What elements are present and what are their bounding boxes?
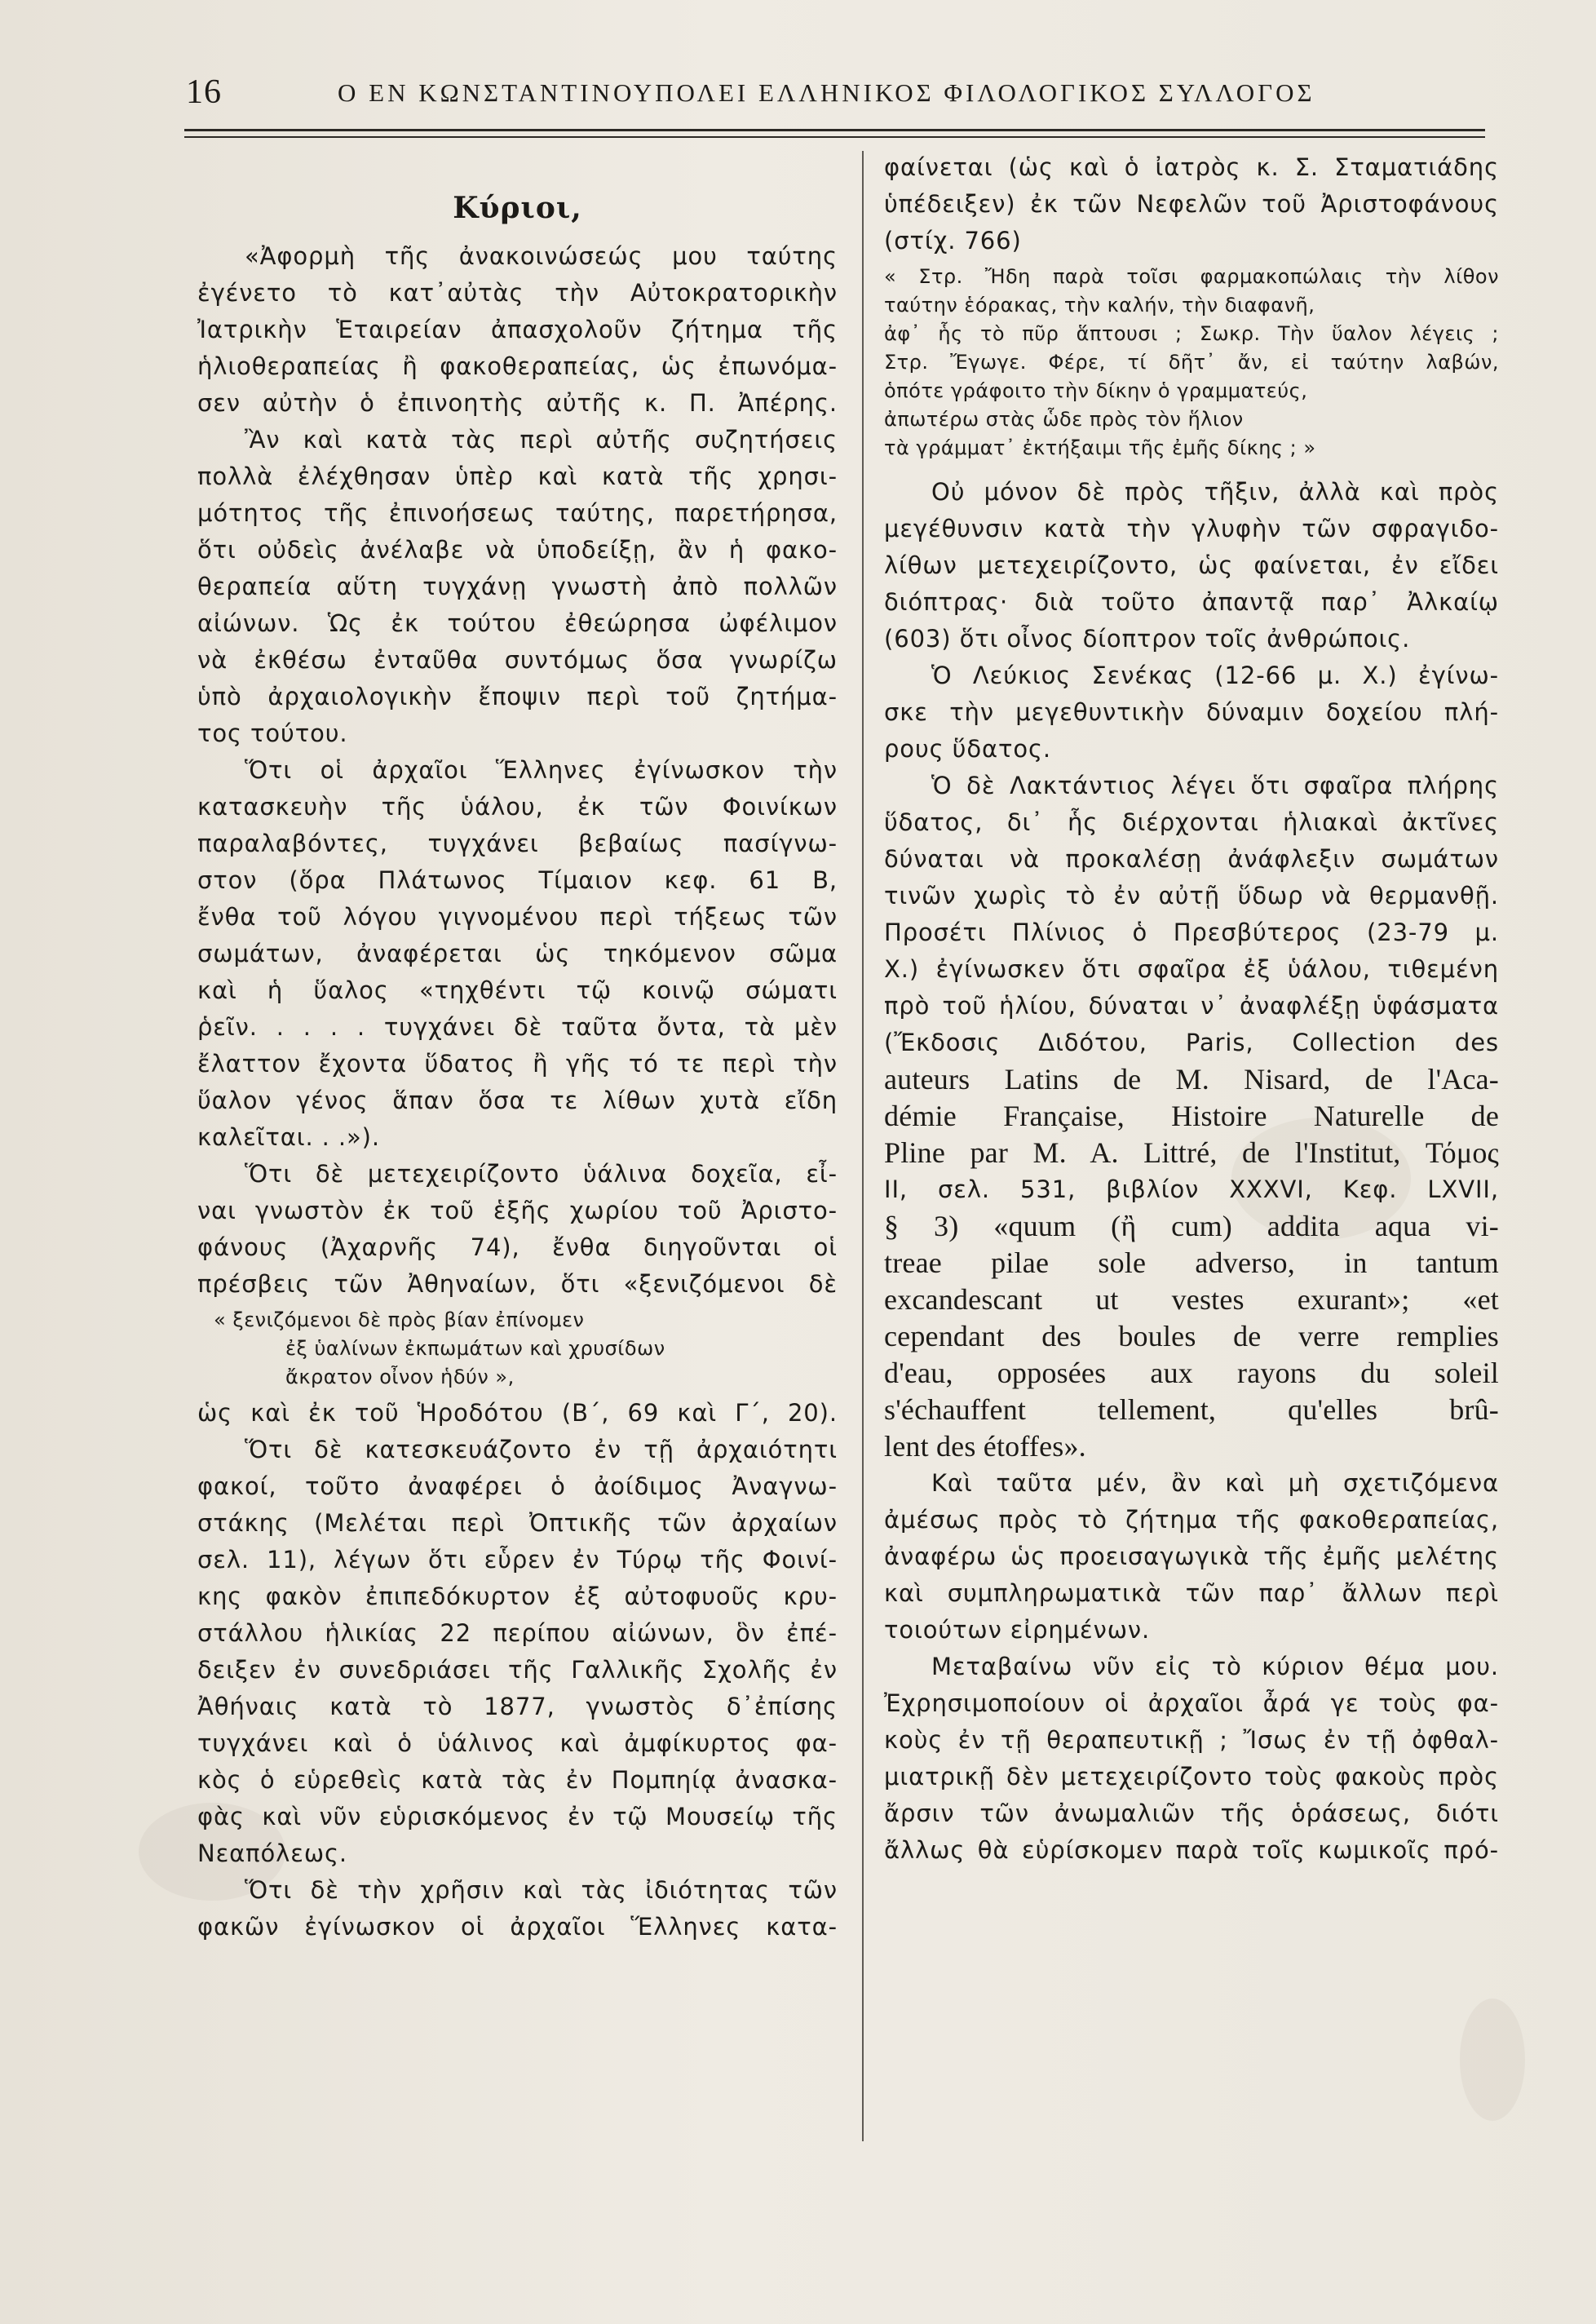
intro-paragraph bbox=[197, 238, 838, 752]
text-line: τοιούτων εἰρημένων. bbox=[884, 1616, 1151, 1644]
text-line: Ἰατρικὴν Ἑταιρείαν ἀπασχολοῦν ζήτημα τῆς bbox=[197, 316, 838, 343]
text-line: σκε τὴν μεγεθυντικὴν δύναμιν δοχείου πλή- bbox=[884, 698, 1499, 726]
quote-line: τὰ γράμματ᾽ ἐκτήξαιμι τῆς ἐμῆς δίκης ; » bbox=[884, 436, 1316, 459]
text-line: κὸς ὁ εὑρεθεὶς κατὰ τὰς ἐν Πομπηίᾳ ἀνασκα- bbox=[197, 1766, 838, 1794]
text-line: d'eau, opposées aux rayons du soleil bbox=[884, 1357, 1499, 1389]
text-line: ἔνθα τοῦ λόγου γιγνομένου περὶ τήξεως τῶν bbox=[197, 903, 838, 931]
text-line: φακῶν ἐγίνωσκον οἱ ἀρχαῖοι Ἕλληνες κατα- bbox=[197, 1913, 838, 1941]
text-line: Ἐχρησιμοποίουν οἱ ἀρχαῖοι ἆρά γε τοὺς φα- bbox=[884, 1689, 1499, 1717]
text-line: ἄρσιν τῶν ἀνωμαλιῶν τῆς ὁράσεως, διότι bbox=[884, 1799, 1499, 1827]
text-line: τυγχάνει καὶ ὁ ὑάλινος καὶ ἀμφίκυρτος φα- bbox=[197, 1729, 838, 1757]
acharnians-quote bbox=[197, 1306, 838, 1392]
closing-paragraph bbox=[197, 1872, 838, 1946]
text-line: φὰς καὶ νῦν εὑρισκόμενος ἐν τῷ Μουσείῳ τῆς bbox=[197, 1803, 838, 1830]
text-line: σελ. 11), λέγων ὅτι εὗρεν ἐν Τύρῳ τῆς Φοινί- bbox=[197, 1546, 838, 1574]
text-line: Ὁ δὲ Λακτάντιος λέγει ὅτι σφαῖρα πλήρης bbox=[931, 772, 1499, 799]
magnification-paragraph bbox=[884, 474, 1499, 657]
text-line: κοὺς ἐν τῇ θεραπευτικῇ ; Ἴσως ἐν τῇ ὀφθαλ- bbox=[884, 1726, 1499, 1754]
text-line: Μεταβαίνω νῦν εἰς τὸ κύριον θέμα μου. bbox=[931, 1653, 1499, 1680]
glass-paragraph bbox=[197, 752, 838, 1156]
quote-line: « ξενιζόμενοι δὲ πρὸς βίαν ἐπίνομεν bbox=[214, 1308, 585, 1331]
text-line: Προσέτι Πλίνιος ὁ Πρεσβύτερος (23-79 μ. bbox=[884, 919, 1499, 946]
text-line: excandescant ut vestes exurant»; «et bbox=[884, 1283, 1499, 1316]
text-line: πολλὰ ἐλέχθησαν ὑπὲρ καὶ κατὰ τῆς χρησι- bbox=[197, 463, 838, 490]
text-line: στάλλου ἡλικίας 22 περίπου αἰώνων, ὃν ἐπέ- bbox=[197, 1619, 838, 1647]
quote-line: ἄκρατον οἶνον ἡδύν », bbox=[285, 1366, 515, 1388]
text-line: ἐγένετο τὸ κατ᾽αὐτὰς τὴν Αὐτοκρατορικὴν bbox=[197, 279, 838, 307]
text-line: φάνους (Ἀχαρνῆς 74), ἔνθα διηγοῦνται οἱ bbox=[197, 1233, 838, 1261]
header-rule bbox=[184, 136, 1485, 138]
text-line: Ὅτι δὲ τὴν χρῆσιν καὶ τὰς ἰδιότητας τῶν bbox=[245, 1876, 838, 1904]
left-text-column bbox=[197, 175, 838, 1946]
text-line: «Ἀφορμὴ τῆς ἀνακοινώσεώς μου ταύτης bbox=[245, 242, 838, 270]
text-line: (στίχ. 766) bbox=[884, 227, 1022, 255]
page-number: 16 bbox=[186, 73, 222, 111]
text-line: τος τούτου. bbox=[197, 719, 348, 747]
text-line: Οὐ μόνον δὲ πρὸς τῆξιν, ἀλλὰ καὶ πρὸς bbox=[931, 478, 1499, 506]
text-line: παραλαβόντες, τυγχάνει βεβαίως πασίγνω- bbox=[197, 830, 838, 857]
text-line: Ὅτι δὲ μετεχειρίζοντο ὑάλινα δοχεῖα, εἶ- bbox=[245, 1160, 838, 1188]
text-line: θεραπεία αὕτη τυγχάνῃ γνωστὴ ἀπὸ πολλῶν bbox=[197, 573, 838, 600]
text-line: ὡς καὶ ἐκ τοῦ Ἡροδότου (Β΄, 69 καὶ Γ΄, 20). bbox=[197, 1399, 838, 1427]
text-line: § 3) «quum (ἢ cum) addita aqua vi- bbox=[884, 1210, 1499, 1242]
text-line: πρέσβεις τῶν Ἀθηναίων, ὅτι «ξενιζόμενοι δὲ bbox=[197, 1270, 838, 1298]
right-text-column bbox=[884, 149, 1499, 1869]
text-line: ἄλλως θὰ εὑρίσκομεν παρὰ τοῖς κωμικοῖς πρό- bbox=[884, 1836, 1499, 1864]
text-line: ρους ὕδατος. bbox=[884, 735, 1052, 763]
text-line: μιατρικῇ δὲν μετεχειρίζοντο τοὺς φακοὺς πρὸς bbox=[884, 1763, 1499, 1791]
text-line: Καὶ ταῦτα μέν, ἂν καὶ μὴ σχετιζόμενα bbox=[931, 1469, 1499, 1497]
text-line: cependant des boules de verre remplies bbox=[884, 1320, 1499, 1352]
text-line: Ἀθήναις κατὰ τὸ 1877, γνωστὸς δ᾽ἐπίσης bbox=[197, 1693, 838, 1720]
text-line: lent des étoffes». bbox=[884, 1430, 1086, 1463]
text-line: αἰώνων. Ὡς ἐκ τούτου ἐθεώρησα ὠφέλιμον bbox=[197, 609, 838, 637]
conclusion-paragraph bbox=[884, 1465, 1499, 1649]
paragraph-gap bbox=[884, 466, 1499, 474]
quote-line: « Στρ. Ἤδη παρὰ τοῖσι φαρμακοπώλαις τὴν λίθον bbox=[884, 265, 1499, 288]
quote-line: Στρ. Ἔγωγε. Φέρε, τί δῆτ᾽ ἄν, εἰ ταύτην λαβών, bbox=[884, 351, 1499, 374]
header-rule bbox=[184, 129, 1485, 131]
text-line: σεν αὐτὴν ὁ ἐπινοητὴς αὐτῆς κ. Π. Ἀπέρης. bbox=[197, 389, 838, 417]
text-line: μότητος τῆς ἐπινοήσεως ταύτης, παρετήρησα, bbox=[197, 499, 838, 527]
text-line: ἀμέσως πρὸς τὸ ζήτημα τῆς φακοθεραπείας, bbox=[884, 1506, 1499, 1534]
quote-line: ἐξ ὑαλίνων ἐκπωμάτων καὶ χρυσίδων bbox=[285, 1337, 665, 1360]
seneca-paragraph bbox=[884, 657, 1499, 768]
text-line: λίθων μετεχειρίζοντο, ὡς φαίνεται, ἐν εἴδει bbox=[884, 551, 1499, 579]
text-line: στάκης (Μελέται περὶ Ὀπτικῆς τῶν ἀρχαίων bbox=[197, 1509, 838, 1537]
text-line: treae pilae sole adverso, in tantum bbox=[884, 1246, 1499, 1279]
text-line: φαίνεται (ὡς καὶ ὁ ἰατρὸς κ. Σ. Σταματιάδης bbox=[884, 153, 1499, 181]
transition-paragraph bbox=[884, 1649, 1499, 1869]
text-line: δειξεν ἐν συνεδριάσει τῆς Γαλλικῆς Σχολῆς ἐν bbox=[197, 1656, 838, 1684]
text-line: καλεῖται. . .»). bbox=[197, 1123, 381, 1151]
text-line: ὅτι οὐδεὶς ἀνέλαβε νὰ ὑποδείξῃ, ἂν ἡ φακο- bbox=[197, 536, 838, 564]
text-line: κης φακὸν ἐπιπεδόκυρτον ἐξ αὐτοφυοῦς κρυ- bbox=[197, 1583, 838, 1610]
text-line: ὑπὸ ἀρχαιολογικὴν ἔποψιν περὶ τοῦ ζητήμα- bbox=[197, 683, 838, 710]
paper-stain bbox=[1460, 1999, 1525, 2121]
text-line: démie Française, Histoire Naturelle de bbox=[884, 1100, 1499, 1132]
text-line: Νεαπόλεως. bbox=[197, 1839, 348, 1867]
text-line: σωμάτων, ἀναφέρεται ὡς τηκόμενον σῶμα bbox=[197, 940, 838, 967]
text-line: (Ἔκδοσις Διδότου, Paris, Collection des bbox=[884, 1029, 1499, 1056]
quote-line: ὁπότε γράφοιτο τὴν δίκην ὁ γραμματεύς, bbox=[884, 379, 1308, 402]
text-line: καὶ ἡ ὕαλος «τηχθέντι τῷ κοινῷ σώματι bbox=[197, 976, 838, 1004]
text-line: (603) ὅτι οἶνος δίοπτρον τοῖς ἀνθρώποις. bbox=[884, 625, 1411, 653]
text-line: κατασκευὴν τῆς ὑάλου, ἐκ τῶν Φοινίκων bbox=[197, 793, 838, 821]
journal-running-title: Ο ΕΝ ΚΩΝΣΤΑΝΤΙΝΟΥΠΟΛΕΙ ΕΛΛΗΝΙΚΟΣ ΦΙΛΟΛΟΓΙΚΟΣ ΣΥΛΛΟΓΟΣ bbox=[338, 78, 1315, 107]
text-line: Ὅτι οἱ ἀρχαῖοι Ἕλληνες ἐγίνωσκον τὴν bbox=[245, 756, 838, 784]
lactantius-pliny-paragraph bbox=[884, 768, 1499, 1465]
text-line: Χ.) ἐγίνωσκεν ὅτι σφαῖρα ἐξ ὑάλου, τιθεμένη bbox=[884, 955, 1499, 983]
text-line: διόπτρας· διὰ τοῦτο ἀπαντᾷ παρ᾽ Ἀλκαίῳ bbox=[884, 588, 1499, 616]
text-line: ΙΙ, σελ. 531, βιβλίον XXXVI, Κεφ. LXVII, bbox=[884, 1175, 1499, 1203]
text-line: τινῶν χωρὶς τὸ ἐν αὐτῇ ὕδωρ νὰ θερμανθῇ. bbox=[884, 882, 1499, 910]
text-line: δύναται νὰ προκαλέσῃ ἀνάφλεξιν σωμάτων bbox=[884, 845, 1499, 873]
text-line: auteurs Latins de M. Nisard, de l'Aca- bbox=[884, 1063, 1499, 1096]
text-line: στον (ὅρα Πλάτωνος Τίμαιον κεφ. 61 Β, bbox=[197, 866, 838, 894]
quote-line: ἀπωτέρω στὰς ὧδε πρὸς τὸν ἥλιον bbox=[884, 408, 1244, 431]
column-divider bbox=[862, 151, 864, 2141]
quote-line: ταύτην ἑόρακας, τὴν καλήν, τὴν διαφανῆ, bbox=[884, 294, 1315, 317]
clouds-intro-paragraph bbox=[884, 149, 1499, 259]
text-line: ὑπέδειξεν) ἐκ τῶν Νεφελῶν τοῦ Ἀριστοφάνους bbox=[884, 190, 1499, 218]
text-line: ναι γνωστὸν ἐκ τοῦ ἑξῆς χωρίου τοῦ Ἀριστο- bbox=[197, 1197, 838, 1224]
running-header bbox=[186, 73, 1458, 122]
text-line: Ὁ Λεύκιος Σενέκας (12-66 μ. Χ.) ἐγίνω- bbox=[931, 662, 1499, 689]
text-line: ῥεῖν. . . . . τυγχάνει δὲ ταῦτα ὄντα, τὰ μὲν bbox=[197, 1013, 838, 1041]
text-line: Ὅτι δὲ κατεσκευάζοντο ἐν τῇ ἀρχαιότητι bbox=[245, 1436, 838, 1463]
clouds-quote bbox=[884, 263, 1499, 463]
text-line: ἔλαττον ἔχοντα ὕδατος ἢ γῆς τό τε περὶ τὴν bbox=[197, 1050, 838, 1078]
text-line: ὕαλον γένος ἅπαν ὅσα τε λίθων χυτὰ εἴδη bbox=[197, 1087, 838, 1114]
text-line: καὶ συμπληρωματικὰ τῶν παρ᾽ ἄλλων περὶ bbox=[884, 1579, 1499, 1607]
text-line: νὰ ἐκθέσω ἐνταῦθα συντόμως ὅσα γνωρίζω bbox=[197, 646, 838, 674]
text-line: μεγέθυνσιν κατὰ τὴν γλυφὴν τῶν σφραγιδο- bbox=[884, 515, 1499, 542]
vessels-paragraph bbox=[197, 1156, 838, 1303]
text-line: Ἂν καὶ κατὰ τὰς περὶ αὐτῆς συζητήσεις bbox=[245, 426, 838, 454]
text-line: s'échauffent tellement, qu'elles brû- bbox=[884, 1393, 1499, 1426]
quote-line: ἀφ᾽ ἧς τὸ πῦρ ἅπτουσι ; Σωκρ. Τὴν ὕαλον λέγεις ; bbox=[884, 322, 1499, 345]
text-line: πρὸ τοῦ ἡλίου, δύναται ν᾽ ἀναφλέξῃ ὑφάσματα bbox=[884, 992, 1499, 1020]
text-line: φακοί, τοῦτο ἀναφέρει ὁ ἀοίδιμος Ἀναγνω- bbox=[197, 1472, 838, 1500]
text-line: ἀναφέρω ὡς προεισαγωγικὰ τῆς ἐμῆς μελέτης bbox=[884, 1543, 1499, 1570]
text-line: Pline par M. A. Littré, de l'Institut, Τόμος bbox=[884, 1136, 1499, 1169]
text-line: ἡλιοθεραπείας ἢ φακοθεραπείας, ὡς ἐπωνόμα- bbox=[197, 352, 838, 380]
lens-paragraph bbox=[197, 1395, 838, 1872]
section-title: Κύριοι, bbox=[453, 191, 582, 225]
text-line: ὕδατος, δι᾽ ἧς διέρχονται ἡλιακαὶ ἀκτῖνες bbox=[884, 808, 1499, 836]
